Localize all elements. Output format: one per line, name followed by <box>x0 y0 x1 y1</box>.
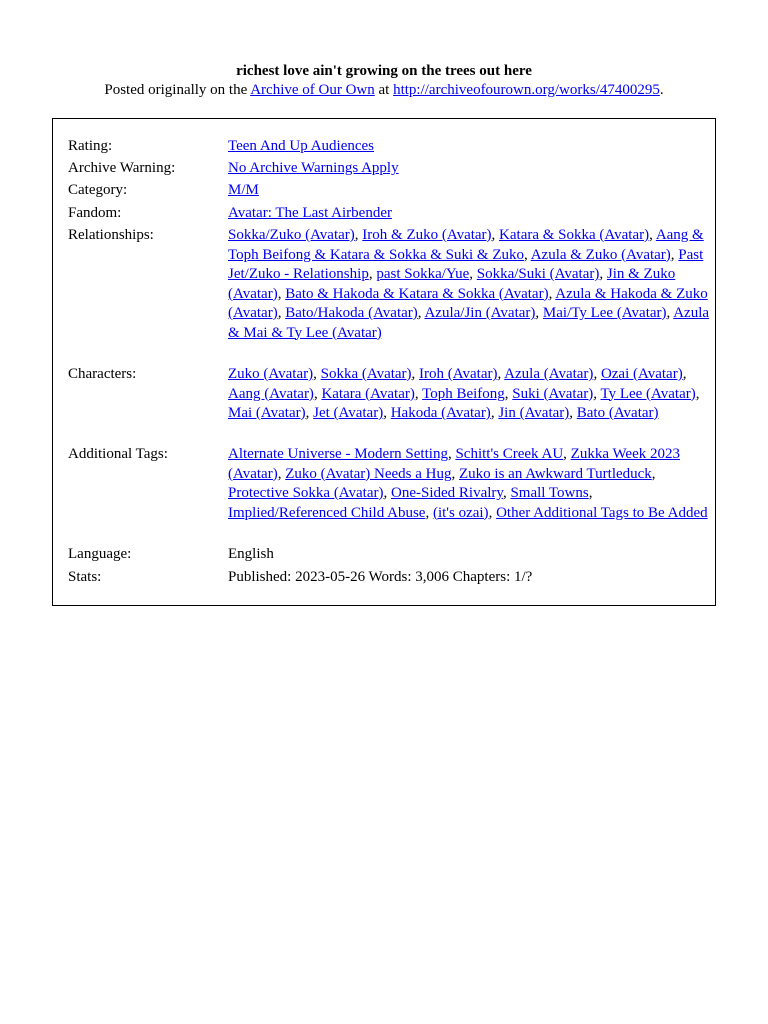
tag-link[interactable]: Implied/Referenced Child Abuse <box>228 504 426 521</box>
tag-link[interactable]: Azula & Zuko (Avatar) <box>530 246 671 263</box>
tag-link[interactable]: Sokka/Zuko (Avatar) <box>228 227 355 243</box>
rating-label: Rating: <box>68 138 113 154</box>
tag-link[interactable]: Schitt's Creek AU <box>455 446 564 462</box>
tag-link[interactable]: M/M <box>228 182 259 198</box>
tag-link[interactable]: Suki (Avatar) <box>512 385 594 402</box>
tag-link[interactable]: Teen And Up Audiences <box>228 138 375 154</box>
relationships-value: Sokka/Zuko (Avatar), Iroh & Zuko (Avatar), Katara & Sokka (Avatar), Aang & Toph Beifong & Katara & Sokka & Suki & Zuko, Azula & Zuko (Avatar), Past Jet/Zuko - Relationship, past Sokka/Yue, Sokka/Suki (Avatar), Jin & Zuko (Avatar), Bato & Hakoda & Katara & Sokka (Avatar), Azula & Hakoda & Zuko (Avatar), Bato/Hakoda (Avatar), Azula/Jin (Avatar), Mai/Ty Lee (Avatar), Azula & Mai & Ty Lee (Avatar) <box>228 227 710 341</box>
tag-link[interactable]: Azula & Mai & Ty Lee (Avatar) <box>228 305 710 341</box>
tag-link[interactable]: Avatar: The Last Airbender <box>228 205 392 221</box>
relationships-label: Relationships: <box>68 227 154 243</box>
fandom-value <box>228 204 712 224</box>
additional-tags-label: Additional Tags: <box>68 446 168 462</box>
language-label: Language: <box>68 546 132 562</box>
category-value <box>228 181 712 201</box>
tag-link[interactable]: One-Sided Rivalry <box>391 485 503 501</box>
tag-link[interactable]: Bato/Hakoda (Avatar) <box>285 305 418 321</box>
tag-link[interactable]: Katara (Avatar) <box>321 385 415 402</box>
tag-link[interactable]: Aang & Toph Beifong & Katara & Sokka & Suki & Zuko <box>228 227 704 263</box>
tag-link[interactable]: Other Additional Tags to Be Added <box>496 504 708 521</box>
tag-link[interactable]: Iroh (Avatar) <box>419 366 498 382</box>
tag-link[interactable]: Bato (Avatar) <box>576 405 659 421</box>
tag-link[interactable]: Iroh & Zuko (Avatar) <box>362 227 492 243</box>
tag-link[interactable]: Zuko (Avatar) Needs a Hug <box>285 465 452 482</box>
tag-link[interactable]: Ozai (Avatar) <box>600 366 683 382</box>
tag-link[interactable]: Zukka Week 2023 (Avatar) <box>228 446 680 482</box>
tag-link[interactable]: Protective Sokka (Avatar) <box>228 485 384 501</box>
tag-link[interactable]: Azula (Avatar) <box>504 366 594 382</box>
characters-value: Zuko (Avatar), Sokka (Avatar), Iroh (Avatar), Azula (Avatar), Ozai (Avatar), Aang (Avatar), Katara (Avatar), Toph Beifong, Suki (Avatar), Ty Lee (Avatar), Mai (Avatar), Jet (Avatar), Hakoda (Avatar), Jin (Avatar), Bato (Avatar) <box>228 366 700 421</box>
stats-label: Stats: <box>68 569 102 585</box>
tag-link[interactable]: Bato & Hakoda & Katara & Sokka (Avatar) <box>285 285 549 302</box>
stats-value: Published: 2023-05-26 Words: 3,006 Chapters: 1/? <box>228 569 533 585</box>
tag-link[interactable]: Katara & Sokka (Avatar) <box>499 227 650 243</box>
tag-link[interactable]: Past Jet/Zuko - Relationship <box>228 246 704 282</box>
tag-link[interactable]: No Archive Warnings Apply <box>228 160 399 176</box>
at-text: at <box>378 82 390 98</box>
tag-link[interactable]: Azula & Hakoda & Zuko (Avatar) <box>228 285 708 321</box>
tag-link[interactable]: Small Towns <box>510 485 589 501</box>
work-url-link[interactable]: http://archiveofourown.org/works/47400295 <box>393 82 660 98</box>
fandom-label: Fandom: <box>68 205 122 221</box>
work-meta-box <box>52 118 716 606</box>
posted-line <box>0 81 768 100</box>
tag-link[interactable]: (it's ozai) <box>432 504 489 521</box>
tag-link[interactable]: Alternate Universe - Modern Setting <box>228 446 448 462</box>
archive-link[interactable]: Archive of Our Own <box>250 82 375 98</box>
tag-link[interactable]: Aang (Avatar) <box>228 385 314 402</box>
tag-link[interactable]: Jin (Avatar) <box>498 405 570 421</box>
period: . <box>659 82 664 98</box>
tag-link[interactable]: Mai/Ty Lee (Avatar) <box>542 305 667 321</box>
warning-value <box>228 159 712 179</box>
tag-link[interactable]: Ty Lee (Avatar) <box>600 385 696 402</box>
tag-link[interactable]: Jet (Avatar) <box>313 405 384 421</box>
posted-prefix: Posted originally on the <box>104 82 248 98</box>
tag-link[interactable]: past Sokka/Yue <box>376 266 470 282</box>
tag-link[interactable]: Zuko (Avatar) <box>228 366 314 382</box>
rating-value <box>228 137 712 157</box>
warning-label: Archive Warning: <box>68 160 176 176</box>
work-header <box>0 62 768 100</box>
additional-tags-value: Alternate Universe - Modern Setting, Schitt's Creek AU, Zukka Week 2023 (Avatar), Zuko (Avatar) Needs a Hug, Zuko is an Awkward Turtleduck, Protective Sokka (Avatar), One-Sided Rivalry, Small Towns, Implied/Referenced Child Abuse, (it's ozai), Other Additional Tags to Be Added <box>228 446 708 521</box>
language-value: English <box>228 546 274 562</box>
tag-link[interactable]: Toph Beifong <box>422 385 505 402</box>
tag-link[interactable]: Mai (Avatar) <box>228 405 306 421</box>
characters-label: Characters: <box>68 366 137 382</box>
category-label: Category: <box>68 182 128 198</box>
tag-link[interactable]: Zuko is an Awkward Turtleduck <box>459 465 652 482</box>
tag-link[interactable]: Sokka/Suki (Avatar) <box>476 266 600 282</box>
tag-link[interactable]: Azula/Jin (Avatar) <box>424 305 536 321</box>
tag-link[interactable]: Hakoda (Avatar) <box>390 405 491 421</box>
work-title: richest love ain't growing on the trees out here <box>236 63 532 79</box>
tag-link[interactable]: Sokka (Avatar) <box>320 366 412 382</box>
tag-link[interactable]: Jin & Zuko (Avatar) <box>228 266 676 302</box>
